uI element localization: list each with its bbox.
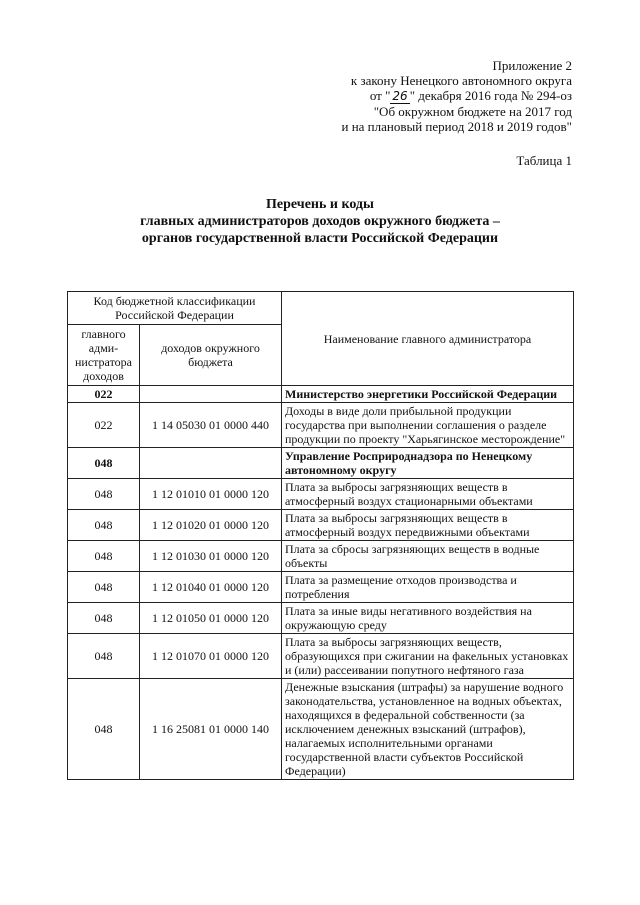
table-row	[68, 572, 574, 603]
administrator-name-cell: Плата за выбросы загрязняющих веществ в атмосферный воздух передвижными объектами	[282, 510, 574, 541]
income-code-cell: 1 12 01070 01 0000 120	[140, 634, 282, 679]
administrator-name-cell: Министерство энергетики Российской Федерации	[282, 386, 574, 403]
law-date-suffix: " декабря 2016 года № 294-оз	[409, 88, 572, 103]
admin-code-cell: 048	[68, 541, 140, 572]
table-row	[68, 448, 574, 479]
law-date-line	[242, 88, 572, 104]
admin-code-cell: 048	[68, 479, 140, 510]
income-code-cell: 1 12 01020 01 0000 120	[140, 510, 282, 541]
income-code-cell: 1 12 01010 01 0000 120	[140, 479, 282, 510]
admin-code-cell: 048	[68, 679, 140, 780]
admin-code-cell: 048	[68, 572, 140, 603]
income-code-cell: 1 12 01050 01 0000 120	[140, 603, 282, 634]
administrator-name-cell: Доходы в виде доли прибыльной продукции государства при выполнении соглашения о разделе продукции по проекту "Харьягинское месторождение"	[282, 403, 574, 448]
income-code-cell: 1 16 25081 01 0000 140	[140, 679, 282, 780]
income-code-cell	[140, 448, 282, 479]
appendix-line: Приложение 2	[492, 58, 572, 73]
law-title-line-2: и на плановый период 2018 и 2019 годов"	[341, 119, 572, 134]
title-line-3: органов государственной власти Российской Федерации	[141, 231, 499, 246]
table-row	[68, 510, 574, 541]
administrators-table	[67, 291, 574, 780]
table-row	[68, 541, 574, 572]
administrator-name-cell: Плата за выбросы загрязняющих веществ, образующихся при сжигании на факельных установках и (или) рассеивании попутного нефтяного газа	[282, 634, 574, 679]
administrator-name-header: Наименование главного администратора	[282, 292, 574, 386]
admin-code-cell: 048	[68, 510, 140, 541]
table-number-label: Таблица 1	[516, 153, 572, 168]
handwritten-day: 26	[392, 89, 408, 103]
income-code-cell: 1 14 05030 01 0000 440	[140, 403, 282, 448]
table-row	[68, 603, 574, 634]
admin-code-cell: 048	[68, 634, 140, 679]
table-body	[68, 386, 574, 780]
admin-code-cell: 048	[68, 448, 140, 479]
appendix-header	[242, 58, 572, 134]
income-code-cell: 1 12 01030 01 0000 120	[140, 541, 282, 572]
income-code-header: доходов окружного бюджета	[140, 325, 282, 386]
table-row	[68, 403, 574, 448]
administrator-name-cell: Плата за выбросы загрязняющих веществ в атмосферный воздух стационарными объектами	[282, 479, 574, 510]
admin-code-cell: 022	[68, 386, 140, 403]
table-row	[68, 634, 574, 679]
administrator-name-cell: Плата за размещение отходов производства и потребления	[282, 572, 574, 603]
title-line-1: Перечень и коды	[266, 197, 374, 212]
admin-code-header: главного адми-нистратора доходов	[68, 325, 140, 386]
administrator-name-cell: Управление Росприроднадзора по Ненецкому автономному округу	[282, 448, 574, 479]
income-code-cell	[140, 386, 282, 403]
law-reference-line: к закону Ненецкого автономного округа	[350, 73, 572, 88]
admin-code-cell: 022	[68, 403, 140, 448]
admin-code-cell: 048	[68, 603, 140, 634]
administrator-name-cell: Денежные взыскания (штрафы) за нарушение водного законодательства, установленное на водных объектах, находящихся в федеральной собственности (за исключением денежных взысканий (штрафов), налагаемых исполнительными органами государственной власти субъектов Российской Федерации)	[282, 679, 574, 780]
administrator-name-cell: Плата за сбросы загрязняющих веществ в водные объекты	[282, 541, 574, 572]
document-title	[0, 196, 640, 247]
table-row	[68, 479, 574, 510]
law-date-prefix: от "	[369, 88, 391, 103]
law-title-line: "Об окружном бюджете на 2017 год	[373, 104, 572, 119]
table-row	[68, 679, 574, 780]
administrator-name-cell: Плата за иные виды негативного воздействия на окружающую среду	[282, 603, 574, 634]
income-code-cell: 1 12 01040 01 0000 120	[140, 572, 282, 603]
table-row	[68, 386, 574, 403]
budget-classification-header: Код бюджетной классификации Российской Федерации	[68, 292, 282, 325]
title-line-2: главных администраторов доходов окружного бюджета –	[140, 214, 500, 229]
